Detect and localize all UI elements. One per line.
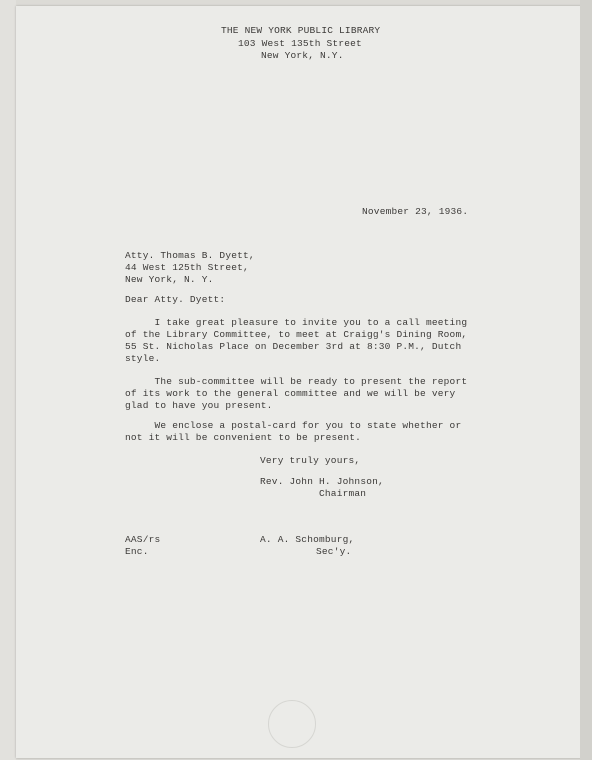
recipient-line-1: Atty. Thomas B. Dyett, bbox=[125, 250, 255, 261]
paragraph-1-line-4: style. bbox=[125, 353, 161, 364]
typist-initials: AAS/rs bbox=[125, 534, 161, 545]
secretary-name: A. A. Schomburg, bbox=[260, 534, 355, 545]
paragraph-2-line-2: of its work to the general committee and we will be very bbox=[125, 388, 456, 399]
enclosure-note: Enc. bbox=[125, 546, 149, 557]
paragraph-1-line-3: 55 St. Nicholas Place on December 3rd at 8:30 P.M., Dutch bbox=[125, 341, 462, 352]
embossed-seal bbox=[268, 700, 316, 748]
recipient-line-2: 44 West 125th Street, bbox=[125, 262, 249, 273]
paragraph-3-line-1: We enclose a postal-card for you to state whether or bbox=[125, 420, 462, 431]
signer-name: Rev. John H. Johnson, bbox=[260, 476, 384, 487]
letter-date: November 23, 1936. bbox=[362, 206, 469, 217]
recipient-line-3: New York, N. Y. bbox=[125, 274, 214, 285]
paragraph-1-line-1: I take great pleasure to invite you to a call meeting bbox=[125, 317, 468, 328]
scan-left-edge bbox=[0, 0, 16, 760]
scan-right-edge bbox=[580, 0, 592, 760]
letterhead-line-1: THE NEW YORK PUBLIC LIBRARY bbox=[221, 25, 381, 36]
salutation: Dear Atty. Dyett: bbox=[125, 294, 226, 305]
letterhead-line-3: New York, N.Y. bbox=[261, 50, 344, 61]
paragraph-2-line-3: glad to have you present. bbox=[125, 400, 273, 411]
paragraph-3-line-2: not it will be convenient to be present. bbox=[125, 432, 362, 443]
signer-title: Chairman bbox=[319, 488, 367, 499]
secretary-title: Sec'y. bbox=[316, 546, 352, 557]
paragraph-2-line-1: The sub-committee will be ready to present the report bbox=[125, 376, 468, 387]
valediction: Very truly yours, bbox=[260, 455, 361, 466]
paragraph-1-line-2: of the Library Committee, to meet at Craigg's Dining Room, bbox=[125, 329, 468, 340]
letterhead-line-2: 103 West 135th Street bbox=[238, 38, 362, 49]
